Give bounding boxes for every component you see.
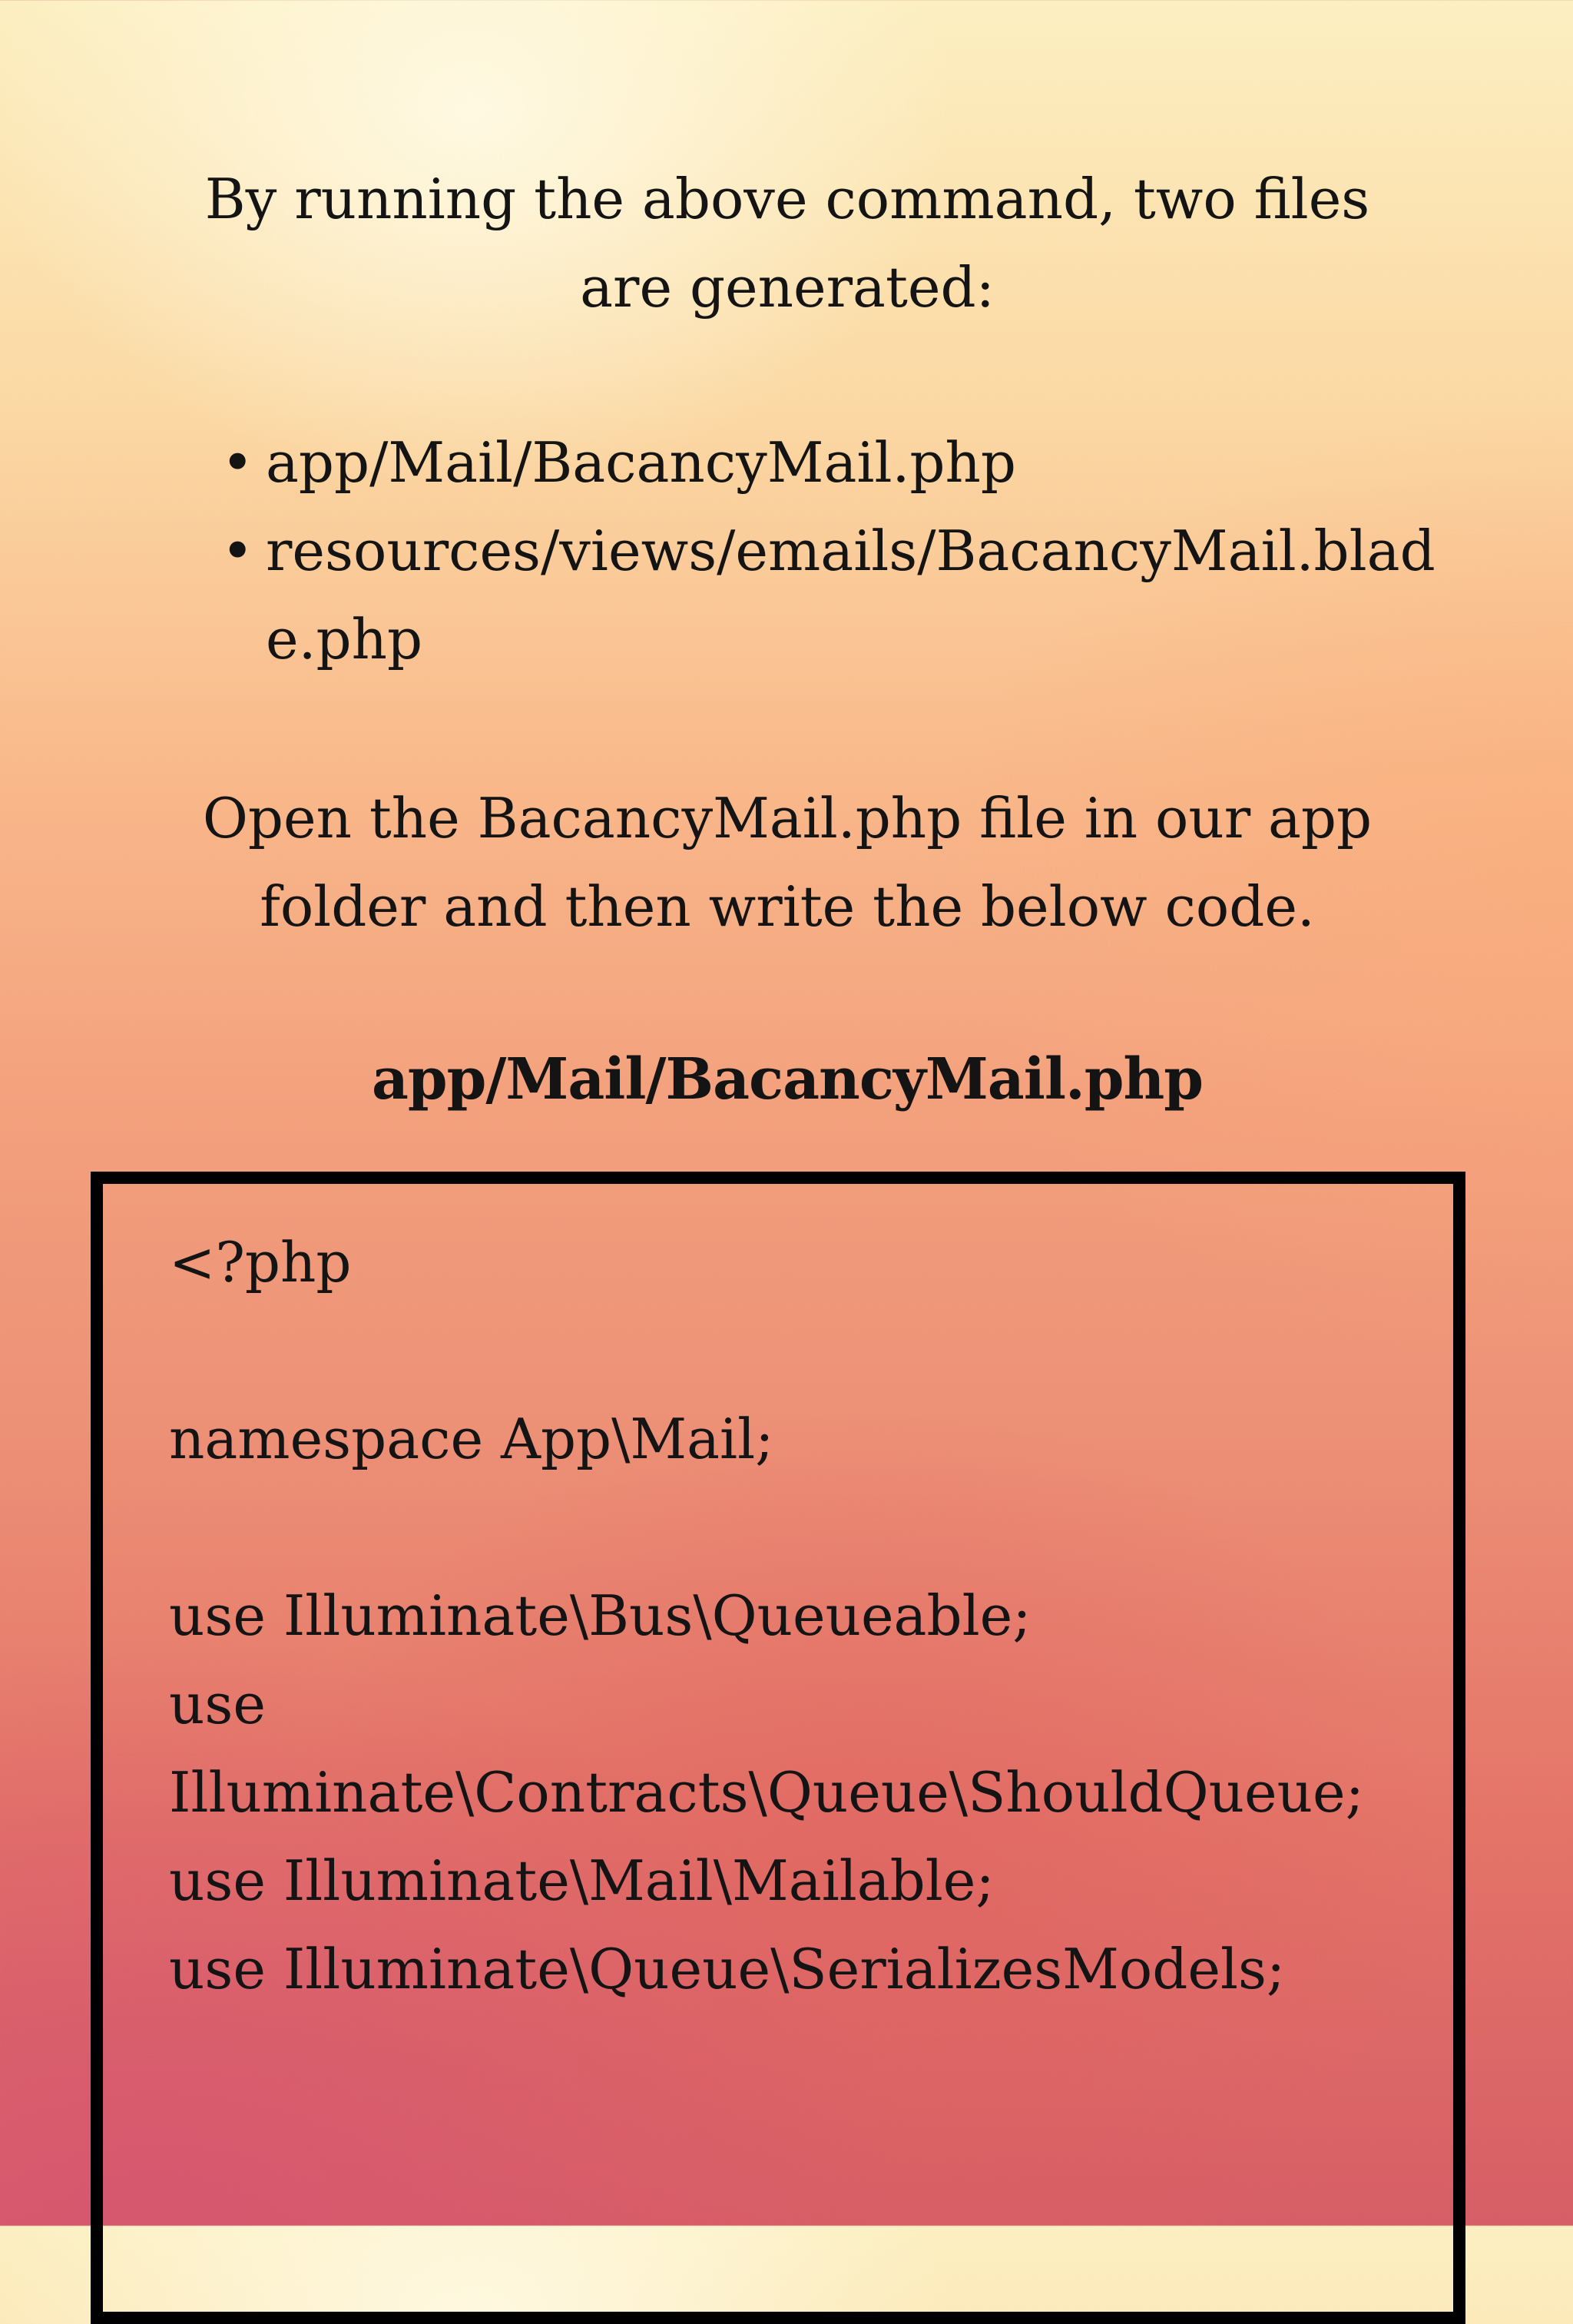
code-line: <?php [169,1230,352,1295]
list-item [221,419,1479,507]
bullet-icon: • [221,430,254,495]
code-line: use Illuminate\Queue\SerializesModels; [169,1937,1286,2001]
file-path: resources/views/emails/BacancyMail.blade.php [266,519,1436,671]
code-line: namespace App\Mail; [169,1407,774,1471]
bullet-icon: • [221,519,254,583]
code-file-title: app/Mail/BacancyMail.php [371,1046,1204,1112]
code-lines [169,1218,1430,2014]
instruction-paragraph: Open the BacancyMail.php file in our app folder and then write the below code. [202,786,1373,939]
intro-paragraph: By running the above command, two files are generated: [204,167,1370,320]
generated-files-list [223,419,1479,684]
code-line [169,1484,1430,1572]
list-item [221,507,1479,684]
code-line [169,1307,1430,1395]
code-line: Illuminate\Contracts\Queue\ShouldQueue; [169,1760,1364,1825]
code-line: use [169,1672,266,1736]
code-line: use Illuminate\Bus\Queueable; [169,1583,1032,1648]
code-box [91,1172,1465,2324]
file-path: app/Mail/BacancyMail.php [266,430,1016,495]
code-line: use Illuminate\Mail\Mailable; [169,1848,995,1913]
